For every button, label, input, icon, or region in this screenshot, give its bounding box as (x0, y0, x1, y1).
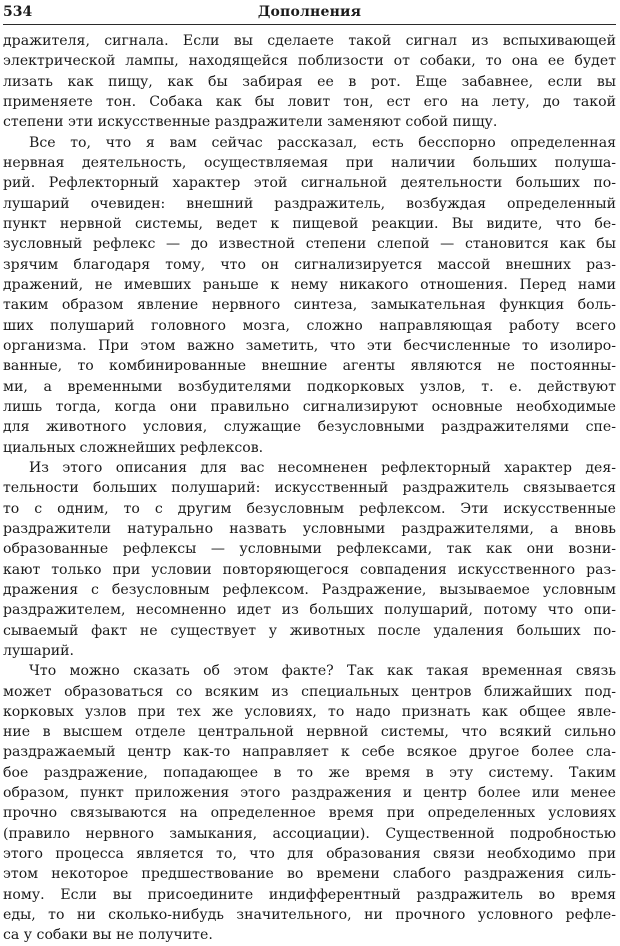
text-line: применяете тон. Собака как бы ловит тон, ест его на лету, до такой (3, 93, 616, 110)
text-line: ми, а временными возбудителями подкорковых узлов, т. е. действуют (3, 378, 616, 395)
text-line: рий. Рефлекторный характер этой сигнальной деятельности больших по- (3, 175, 616, 192)
text-line: сываемый факт не существует у животных после удаления больших по- (3, 622, 616, 639)
text-line: то с одним, то с другим безусловным рефлексом. Эти искусственные (3, 500, 616, 517)
text-line: раздражаемый центр как-то направляет к себе всякое другое более сла- (3, 744, 616, 761)
text-line: тельности больших полушарий: искусственный раздражитель связывается (3, 480, 616, 497)
text-line: циальных сложнейших рефлексов. (3, 439, 264, 456)
text-line: ших полушарий головного мозга, сложно направляющая работу всего (3, 317, 616, 334)
text-line: степени эти искусственные раздражители заменяют собой пищу. (3, 114, 498, 131)
text-line: дражителя, сигнала. Если вы сделаете такой сигнал из вспыхивающей (3, 33, 616, 49)
text-line: Все то, что я вам сейчас рассказал, есть бесспорно определенная (29, 134, 616, 151)
text-line: зрячим благодаря тому, что он сигнализируется массой внешних раз- (3, 256, 616, 273)
body-text (3, 31, 616, 946)
text-line: таким образом явление нервного синтеза, замыкательная функция боль- (3, 297, 616, 314)
running-head: Дополнения (257, 4, 362, 20)
text-line: дражений, не имевших раньше к нему никакого отношения. Перед нами (3, 276, 616, 293)
text-line: раздражители натурально назвать условными раздражителями, а вновь (3, 520, 616, 537)
text-line: ние в высшем отделе центральной нервной системы, что всякий сильно (3, 724, 616, 741)
text-line: дражения с безусловным рефлексом. Раздражение, вызываемое условным (3, 581, 616, 598)
text-line: для животного условия, служащие безусловными раздражителями спе- (3, 419, 616, 436)
text-line: организма. При этом важно заметить, что эти бесчисленные то изолиро- (3, 337, 616, 354)
text-line: пункт нервной системы, ведет к пищевой реакции. Вы видите, что бе- (3, 215, 616, 232)
text-line: прочно связываются на определенное время при определенных условиях (3, 805, 616, 822)
text-line: образом, пункт приложения этого раздражения и центр более или менее (3, 785, 616, 802)
text-line: ванные, то комбинированные внешние агенты являются не постоянны- (3, 358, 616, 375)
text-line: лушарий. (3, 642, 75, 659)
text-line: са у собаки вы не получите. (3, 927, 213, 944)
text-line: образованные рефлексы — условными рефлексами, так как они возни- (3, 541, 616, 558)
text-line: этого процесса является то, что для образования связи необходимо при (3, 846, 616, 863)
page-number: 534 (3, 4, 33, 20)
text-line: корковых узлов при тех же условиях, то надо признать как общее явле- (3, 703, 616, 720)
text-line: бое раздражение, попадающее в то же время в эту систему. Таким (3, 764, 616, 781)
text-line: Что можно сказать об этом факте? Так как такая временная связь (29, 663, 616, 680)
page-header (3, 2, 616, 25)
text-line: кают только при условии повторяющегося совпадения искусственного раз- (3, 561, 616, 578)
text-line: этом некоторое предшествование во времени слабого раздражения силь- (3, 866, 616, 883)
text-line: может образоваться со всяким из специальных центров ближайших под- (3, 683, 616, 700)
text-line: лишь тогда, когда они правильно сигнализируют основные необходимые (3, 398, 616, 415)
text-line: лушарий очевиден: внешний раздражитель, возбуждая определенный (3, 195, 616, 212)
text-line: зусловный рефлекс — до известной степени слепой — становится как бы (3, 236, 616, 253)
text-line: (правило нервного замыкания, ассоциации). Существенной подробностью (3, 825, 616, 842)
text-line: лизать как пищу, как бы забирая ее в рот. Еще забавнее, если вы (3, 73, 616, 90)
text-line: электрической лампы, находящейся поблизости от собаки, то она ее будет (3, 53, 616, 70)
text-line: ному. Если вы присоедините индифферентный раздражитель во время (3, 886, 616, 903)
text-line: еды, то ни сколько-нибудь значительного, ни прочного условного рефле- (3, 907, 616, 924)
text-line: Из этого описания для вас несомненен рефлекторный характер дея- (29, 459, 616, 476)
text-line: раздражителем, несомненно идет из больших полушарий, потому что опи- (3, 602, 616, 619)
text-line: нервная деятельность, осуществляемая при наличии больших полуша- (3, 154, 616, 171)
